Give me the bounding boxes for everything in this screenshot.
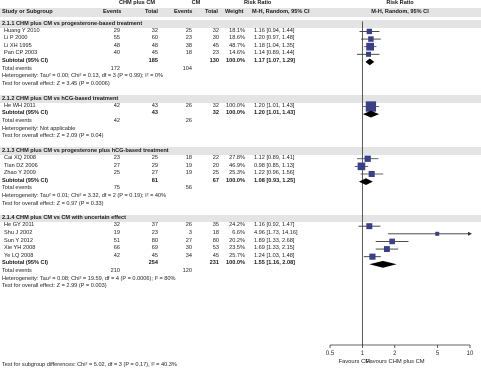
plot-title: Risk Ratio: [386, 0, 414, 6]
study-weight: 14.6%: [229, 50, 245, 57]
x-tick-label: 0.5: [325, 351, 335, 357]
study-total2: 25: [212, 170, 219, 177]
study-weight: 18.1%: [229, 27, 245, 34]
ci-arrow: [468, 232, 472, 236]
study-total2: 18: [212, 230, 219, 236]
study-weight: 25.3%: [229, 170, 245, 177]
study-total2: 32: [212, 102, 219, 109]
study-ci: 1.22 [0.96, 1.56]: [254, 170, 295, 177]
study-total1: 29: [151, 162, 158, 169]
study-name: Huang Y 2010: [4, 27, 40, 34]
subgroup-title: 2.1.4 CHM plus CM vs CM with uncertain effect: [2, 215, 127, 222]
overall-effect-test: Test for overall effect: Z = 2.09 (P = 0.04): [2, 133, 104, 140]
study-ci: 4.96 [1.73, 14.16]: [254, 230, 298, 236]
study-events1: 40: [113, 50, 120, 57]
study-ci: 1.89 [1.33, 2.68]: [254, 237, 295, 244]
study-total2: 22: [212, 154, 219, 161]
study-total1: 60: [151, 35, 158, 42]
study-name: Li XH 1995: [4, 42, 32, 49]
study-events1: 42: [113, 102, 120, 109]
study-events2: 3: [188, 230, 192, 236]
study-total1: 48: [151, 42, 158, 49]
study-total2: 30: [212, 35, 219, 42]
total1-header: Total: [145, 9, 158, 15]
subtotal-total1: 43: [151, 110, 158, 117]
study-point: [366, 223, 372, 229]
plot-subheader: M-H, Random, 95% CI: [371, 9, 429, 15]
study-point: [358, 163, 366, 171]
subtotal-weight: 100.0%: [226, 260, 245, 267]
events2-header: Events: [174, 9, 193, 15]
study-events2: 38: [185, 42, 192, 49]
subtotal-diamond: [363, 111, 379, 118]
study-weight: 24.2%: [229, 222, 245, 229]
study-total2: 45: [212, 42, 219, 49]
study-total1: 45: [151, 252, 158, 259]
subtotal-weight: 100.0%: [226, 177, 245, 184]
subtotal-total2: 32: [212, 110, 219, 117]
study-events1: 32: [113, 222, 120, 229]
weight-header: Weight: [225, 9, 244, 15]
study-events2: 18: [185, 50, 192, 57]
study-name: He GY 2011: [4, 222, 35, 229]
study-weight: 46.9%: [229, 162, 245, 169]
study-events1: 48: [113, 42, 120, 49]
study-events2: 23: [185, 35, 192, 42]
study-events1: 23: [113, 154, 120, 161]
study-name: Ye LQ 2008: [4, 252, 34, 259]
study-weight: 18.6%: [229, 35, 245, 42]
overall-effect-test: Test for overall effect: Z = 0.97 (P = 0.33): [2, 200, 104, 207]
total-events1: 42: [113, 117, 120, 124]
subtotal-total1: 185: [148, 58, 158, 65]
study-weight: 27.8%: [229, 154, 245, 161]
x-tick-label: 2: [393, 351, 397, 357]
study-weight: 25.7%: [229, 252, 245, 259]
total-events2: 26: [185, 117, 192, 124]
study-events2: 30: [185, 245, 192, 252]
study-ci: 1.12 [0.89, 1.41]: [254, 154, 295, 161]
study-events2: 34: [185, 252, 192, 259]
subtotal-total2: 130: [209, 58, 219, 65]
study-events1: 19: [113, 230, 120, 236]
x-tick-label: 5: [435, 351, 440, 357]
study-weight: 48.7%: [229, 42, 245, 49]
study-events2: 18: [185, 154, 192, 161]
subtotal-total1: 254: [148, 260, 158, 267]
study-total2: 35: [212, 222, 219, 229]
subtotal-label: Subtotal (95% CI): [2, 260, 48, 267]
group1-header: CHM plus CM: [118, 0, 156, 6]
study-total1: 37: [151, 222, 158, 229]
total-events1: 172: [110, 65, 120, 72]
total-events2: 56: [185, 185, 192, 192]
total-events-label: Total events: [2, 65, 32, 72]
study-events1: 55: [113, 35, 120, 42]
total-events1: 210: [110, 268, 120, 275]
study-ci: 1.69 [1.33, 2.15]: [254, 245, 295, 252]
subtotal-label: Subtotal (95% CI): [2, 58, 48, 65]
study-events2: 25: [185, 27, 192, 34]
total-events2: 104: [182, 65, 192, 72]
subgroup-title: 2.1.1 CHM plus CM vs progesterone-based treatment: [2, 20, 143, 27]
total-events1: 75: [113, 185, 120, 192]
overall-effect-test: Test for overall effect: Z = 2.99 (P = 0.003): [2, 283, 107, 290]
study-name: Xie YH 2008: [4, 245, 36, 252]
study-weight: 100.0%: [226, 102, 245, 109]
study-events2: 26: [185, 222, 192, 229]
study-ci: 1.20 [1.01, 1.43]: [254, 102, 295, 109]
study-weight: 23.5%: [229, 245, 245, 252]
favours-right-label: Favours CHM plus CM: [365, 359, 425, 365]
rr-subheader: M-H, Random, 95% CI: [252, 9, 310, 15]
study-total1: 69: [151, 245, 158, 252]
study-name: Tian DZ 2006: [4, 162, 38, 169]
study-point: [366, 43, 374, 51]
total-events2: 120: [182, 268, 192, 275]
subtotal-weight: 100.0%: [226, 110, 245, 117]
study-name: Zhao Y 2009: [4, 170, 36, 177]
study-ci: 1.24 [1.03, 1.48]: [254, 252, 295, 259]
study-events2: 19: [185, 162, 192, 169]
subtotal-ci: 1.20 [1.01, 1.43]: [254, 110, 296, 117]
subtotal-diamond: [369, 261, 396, 268]
study-total1: 32: [151, 27, 158, 34]
study-total2: 53: [212, 245, 219, 252]
study-ci: 0.98 [0.85, 1.13]: [254, 162, 295, 169]
x-tick-label: 1: [360, 351, 365, 357]
study-events1: 51: [113, 237, 120, 244]
subtotal-label: Subtotal (95% CI): [2, 110, 48, 117]
study-events1: 66: [113, 245, 120, 252]
study-events2: 27: [185, 237, 192, 244]
total2-header: Total: [205, 9, 218, 15]
study-point: [384, 246, 390, 252]
study-events1: 25: [113, 170, 120, 177]
study-point: [366, 101, 376, 111]
study-point: [368, 36, 373, 41]
subtotal-ci: 1.17 [1.07, 1.29]: [254, 58, 296, 65]
subgroup-title: 2.1.3 CHM plus CM vs progesterone plus hCG-based treatment: [2, 147, 169, 154]
study-total2: 20: [212, 162, 219, 169]
study-ci: 1.16 [0.94, 1.44]: [254, 27, 295, 34]
study-events2: 26: [185, 102, 192, 109]
events1-header: Events: [103, 9, 122, 15]
subtotal-total2: 231: [209, 260, 219, 267]
study-point: [365, 156, 371, 162]
study-total2: 32: [212, 27, 219, 34]
study-total1: 45: [151, 50, 158, 57]
study-name: Li P 2000: [4, 35, 28, 42]
study-ci: 1.14 [0.89, 1.44]: [254, 50, 295, 57]
study-name: Cai XQ 2008: [4, 154, 37, 161]
study-header: Study or Subgroup: [2, 9, 53, 15]
total-events-label: Total events: [2, 117, 32, 124]
study-ci: 1.18 [1.04, 1.35]: [254, 42, 295, 49]
study-total1: 27: [151, 170, 158, 177]
study-events1: 27: [113, 162, 120, 169]
study-ci: 1.16 [0.92, 1.47]: [254, 222, 295, 229]
study-point: [435, 232, 439, 236]
heterogeneity: Heterogeneity: Not applicable: [2, 125, 76, 132]
study-weight: 20.2%: [229, 237, 245, 244]
subtotal-ci: 1.08 [0.93, 1.25]: [254, 177, 296, 184]
study-total2: 80: [212, 237, 219, 244]
study-point: [369, 254, 375, 260]
x-tick-label: 10: [466, 351, 474, 357]
rr-title: Risk Ratio: [244, 0, 272, 6]
study-point: [367, 29, 372, 34]
study-name: Sun Y 2012: [4, 237, 34, 244]
overall-effect-test: Test for overall effect: Z = 3.45 (P = 0.0006): [2, 80, 110, 87]
subtotal-diamond: [366, 59, 375, 66]
subtotal-label: Subtotal (95% CI): [2, 177, 48, 184]
study-weight: 6.6%: [232, 230, 245, 236]
study-point: [366, 52, 371, 57]
heterogeneity: Heterogeneity: Tau² = 0.00; Chi² = 0.13, df = 3 (P = 0.99); I² = 0%: [2, 73, 164, 80]
group2-header: CM: [191, 0, 201, 6]
study-point: [389, 239, 395, 245]
study-name: He WH 2011: [4, 102, 36, 109]
study-name: Shu J 2002: [4, 230, 33, 236]
subgroup-title: 2.1.2 CHM plus CM vs hCG-based treatment: [2, 95, 119, 102]
subgroup-difference-test: Test for subgroup differences: Chi² = 5.02, df = 3 (P = 0.17), I² = 40.3%: [2, 362, 177, 368]
study-total2: 45: [212, 252, 219, 259]
study-total2: 23: [212, 50, 219, 57]
study-total1: 43: [151, 102, 158, 109]
study-point: [369, 171, 375, 177]
study-events2: 19: [185, 170, 192, 177]
heterogeneity: Heterogeneity: Tau² = 0.01; Chi² = 3.32, df = 2 (P = 0.19); I² = 40%: [2, 193, 167, 200]
subtotal-total2: 67: [212, 177, 219, 184]
study-name: Pan CP 2003: [4, 50, 38, 57]
study-total1: 25: [151, 154, 158, 161]
subtotal-ci: 1.55 [1.16, 2.08]: [254, 260, 296, 267]
study-events1: 42: [113, 252, 120, 259]
total-events-label: Total events: [2, 268, 32, 275]
favours-left-label: Favours CM: [338, 359, 371, 365]
subtotal-total1: 81: [151, 177, 158, 184]
total-events-label: Total events: [2, 185, 32, 192]
study-total1: 80: [151, 237, 158, 244]
study-ci: 1.20 [0.97, 1.48]: [254, 35, 295, 42]
study-total1: 23: [151, 230, 158, 236]
subtotal-weight: 100.0%: [226, 58, 245, 65]
heterogeneity: Heterogeneity: Tau² = 0.08; Chi² = 19.59, df = 4 (P = 0.0006); I² = 80%: [2, 275, 176, 282]
study-events1: 29: [113, 27, 120, 34]
subtotal-diamond: [359, 178, 373, 185]
